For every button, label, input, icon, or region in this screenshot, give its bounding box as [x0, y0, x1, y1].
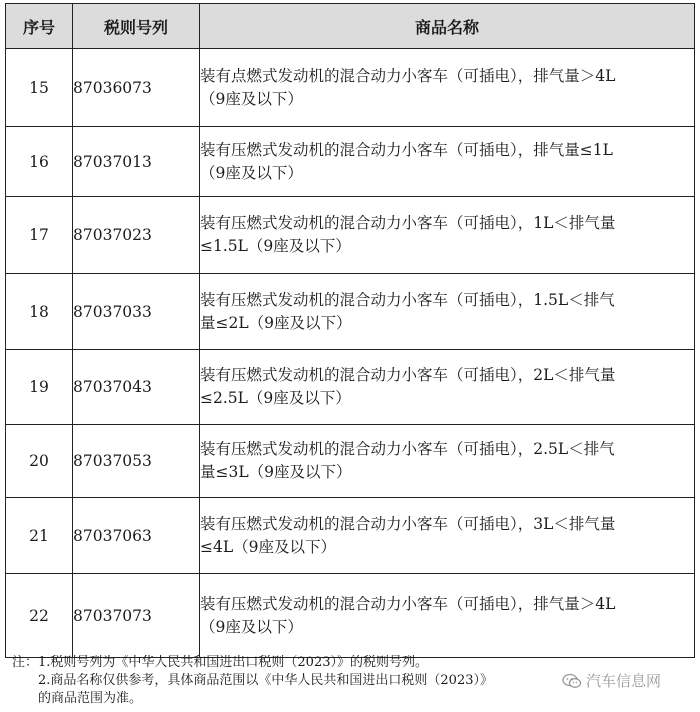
row-code: 87037053	[73, 425, 200, 498]
row-name-line2: ≤2.5L（9座及以下）	[200, 389, 351, 407]
row-name	[200, 49, 695, 127]
row-name-line2: （9座及以下）	[200, 89, 303, 108]
row-name-line2: ≤4L（9座及以下）	[200, 537, 337, 556]
row-name-line1: 装有压燃式发动机的混合动力小客车（可插电），1L＜排气量	[200, 214, 616, 232]
row-index: 17	[6, 197, 73, 274]
wechat-icon	[562, 673, 582, 689]
table-row	[6, 49, 695, 127]
row-name-line1: 装有压燃式发动机的混合动力小客车（可插电），排气量＞4L	[200, 594, 616, 613]
row-index: 20	[6, 425, 73, 498]
row-name-line2: 量≤3L（9座及以下）	[200, 463, 352, 481]
row-index: 22	[6, 574, 73, 658]
row-name-line1: 装有压燃式发动机的混合动力小客车（可插电），1.5L＜排气	[200, 290, 615, 309]
table-row	[6, 574, 695, 658]
row-code: 87037043	[73, 350, 200, 425]
table-row	[6, 425, 695, 498]
watermark	[562, 670, 661, 691]
row-name-line1: 装有压燃式发动机的混合动力小客车（可插电），2.5L＜排气	[200, 440, 615, 458]
row-name	[200, 197, 695, 274]
row-name-line2: （9座及以下）	[200, 163, 303, 182]
note-line-3: 的商品范围为准。	[38, 691, 143, 706]
row-index: 15	[6, 49, 73, 127]
row-name	[200, 574, 695, 658]
row-code: 87037023	[73, 197, 200, 274]
row-name-line2: 量≤2L（9座及以下）	[200, 313, 352, 332]
row-code: 87037013	[73, 127, 200, 197]
row-index: 21	[6, 498, 73, 574]
row-code: 87037033	[73, 274, 200, 350]
table-row	[6, 127, 695, 197]
row-code: 87036073	[73, 49, 200, 127]
table-header-row	[6, 4, 695, 49]
table-row	[6, 274, 695, 350]
row-name	[200, 127, 695, 197]
note-line-1: 注：1.税则号列为《中华人民共和国进出口税则（2023）》的税则号列。	[12, 655, 428, 670]
row-index: 18	[6, 274, 73, 350]
row-name	[200, 498, 695, 574]
row-name-line2: ≤1.5L（9座及以下）	[200, 237, 351, 255]
row-name-line1: 装有压燃式发动机的混合动力小客车（可插电），排气量≤1L	[200, 140, 613, 159]
row-index: 19	[6, 350, 73, 425]
row-index: 16	[6, 127, 73, 197]
table-row	[6, 498, 695, 574]
note-line-2: 2.商品名称仅供参考，具体商品范围以《中华人民共和国进出口税则（2023）》	[38, 673, 493, 688]
row-name	[200, 350, 695, 425]
row-name	[200, 425, 695, 498]
table-row	[6, 350, 695, 425]
header-index: 序号	[6, 4, 73, 49]
row-name-line1: 装有压燃式发动机的混合动力小客车（可插电），3L＜排气量	[200, 514, 616, 533]
row-name-line1: 装有压燃式发动机的混合动力小客车（可插电），2L＜排气量	[200, 366, 616, 384]
watermark-text: 汽车信息网	[586, 672, 662, 690]
table-row	[6, 197, 695, 274]
header-code: 税则号列	[73, 4, 200, 49]
header-name: 商品名称	[200, 4, 695, 49]
tariff-table	[5, 3, 695, 658]
row-code: 87037073	[73, 574, 200, 658]
row-name-line2: （9座及以下）	[200, 617, 303, 636]
row-code: 87037063	[73, 498, 200, 574]
row-name-line1: 装有点燃式发动机的混合动力小客车（可插电），排气量＞4L	[200, 66, 616, 85]
row-name	[200, 274, 695, 350]
